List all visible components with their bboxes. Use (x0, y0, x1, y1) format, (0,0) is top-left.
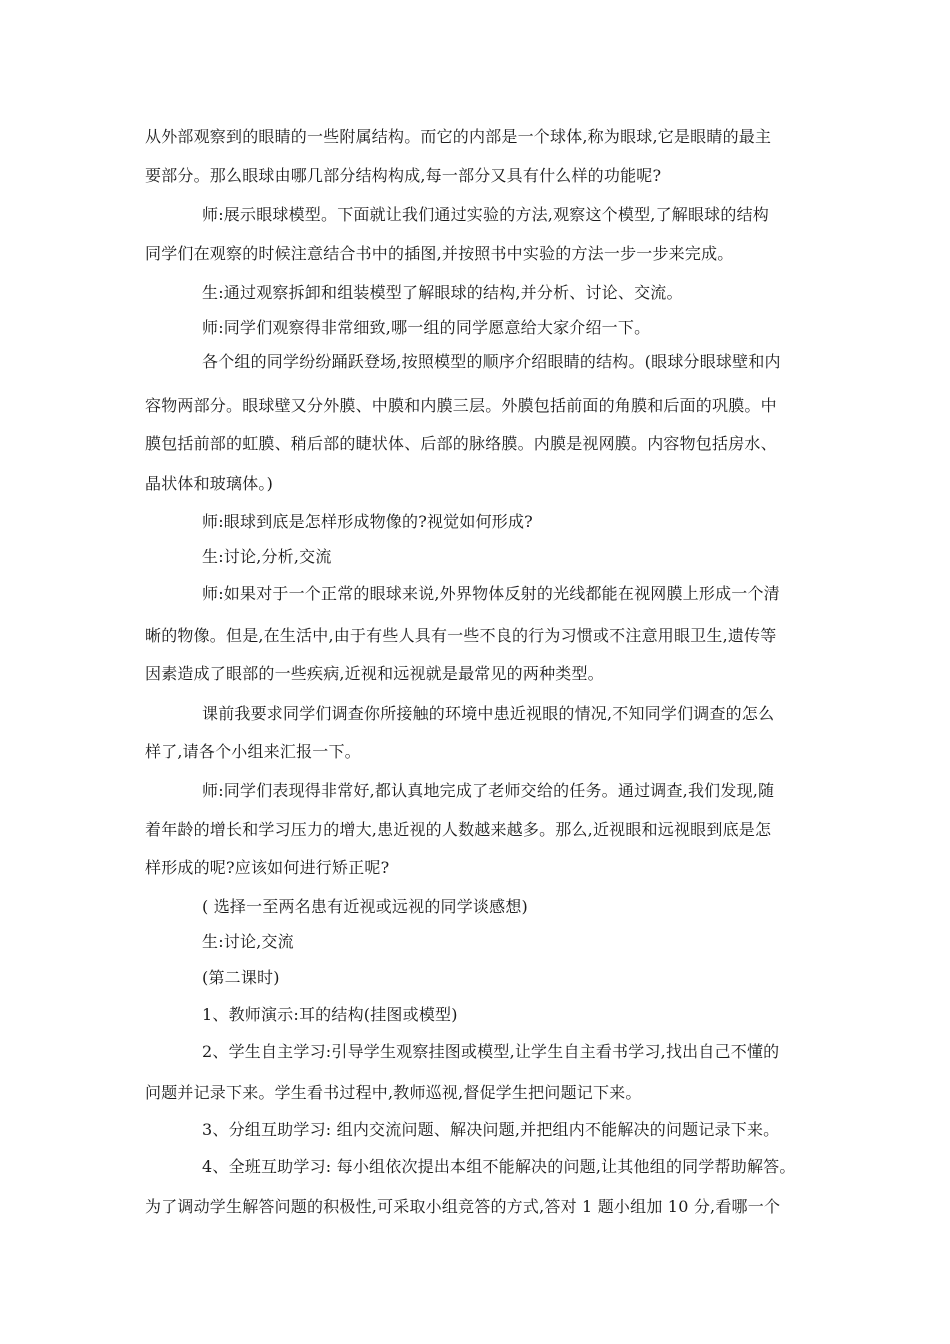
text-line: 生:讨论,交流 (202, 932, 294, 951)
text-line: 同学们在观察的时候注意结合书中的插图,并按照书中实验的方法一步一步来完成。 (145, 244, 734, 263)
text-line: 晶状体和玻璃体。) (145, 474, 274, 493)
text-line: 4、全班互助学习: 每小组依次提出本组不能解决的问题,让其他组的同学帮助解答。 (202, 1157, 796, 1176)
text-line: 3、分组互助学习: 组内交流问题、解决问题,并把组内不能解决的问题记录下来。 (202, 1120, 780, 1139)
text-line: 课前我要求同学们调查你所接触的环境中患近视眼的情况,不知同学们调查的怎么 (202, 704, 775, 723)
text-line: 问题并记录下来。学生看书过程中,教师巡视,督促学生把问题记下来。 (145, 1083, 642, 1102)
text-line: 2、学生自主学习:引导学生观察挂图或模型,让学生自主看书学习,找出自己不懂的 (202, 1042, 780, 1061)
text-line: 师:如果对于一个正常的眼球来说,外界物体反射的光线都能在视网膜上形成一个清 (202, 584, 780, 603)
text-line: 样形成的呢?应该如何进行矫正呢? (145, 858, 390, 877)
text-line: 师:展示眼球模型。下面就让我们通过实验的方法,观察这个模型,了解眼球的结构 (202, 205, 769, 224)
text-line: 着年龄的增长和学习压力的增大,患近视的人数越来越多。那么,近视眼和远视眼到底是怎 (145, 820, 772, 839)
text-line: 晰的物像。但是,在生活中,由于有些人具有一些不良的行为习惯或不注意用眼卫生,遗传等 (145, 626, 777, 645)
text-line: 各个组的同学纷纷踊跃登场,按照模型的顺序介绍眼睛的结构。(眼球分眼球壁和内 (202, 352, 781, 371)
text-line: ( 选择一至两名患有近视或远视的同学谈感想) (202, 897, 528, 916)
text-line: 因素造成了眼部的一些疾病,近视和远视就是最常见的两种类型。 (145, 664, 604, 683)
text-line: 师:同学们观察得非常细致,哪一组的同学愿意给大家介绍一下。 (202, 318, 651, 337)
text-line: 生:通过观察拆卸和组装模型了解眼球的结构,并分析、讨论、交流。 (202, 283, 683, 302)
text-line: 师:同学们表现得非常好,都认真地完成了老师交给的任务。通过调查,我们发现,随 (202, 781, 775, 800)
text-line: 师:眼球到底是怎样形成物像的?视觉如何形成? (202, 512, 533, 531)
text-line: 从外部观察到的眼睛的一些附属结构。而它的内部是一个球体,称为眼球,它是眼睛的最主 (145, 127, 772, 146)
text-line: 容物两部分。眼球壁又分外膜、中膜和内膜三层。外膜包括前面的角膜和后面的巩膜。中 (145, 396, 777, 415)
text-line: 膜包括前部的虹膜、稍后部的睫状体、后部的脉络膜。内膜是视网膜。内容物包括房水、 (145, 434, 777, 453)
text-line: 样了,请各个小组来汇报一下。 (145, 742, 361, 761)
text-line: 为了调动学生解答问题的积极性,可采取小组竞答的方式,答对 1 题小组加 10 分,看哪一个 (145, 1197, 781, 1216)
text-line: 生:讨论,分析,交流 (202, 547, 332, 566)
text-line: 要部分。那么眼球由哪几部分结构构成,每一部分又具有什么样的功能呢? (145, 166, 662, 185)
text-line: (第二课时) (202, 968, 280, 987)
text-line: 1、教师演示:耳的结构(挂图或模型) (202, 1005, 458, 1024)
